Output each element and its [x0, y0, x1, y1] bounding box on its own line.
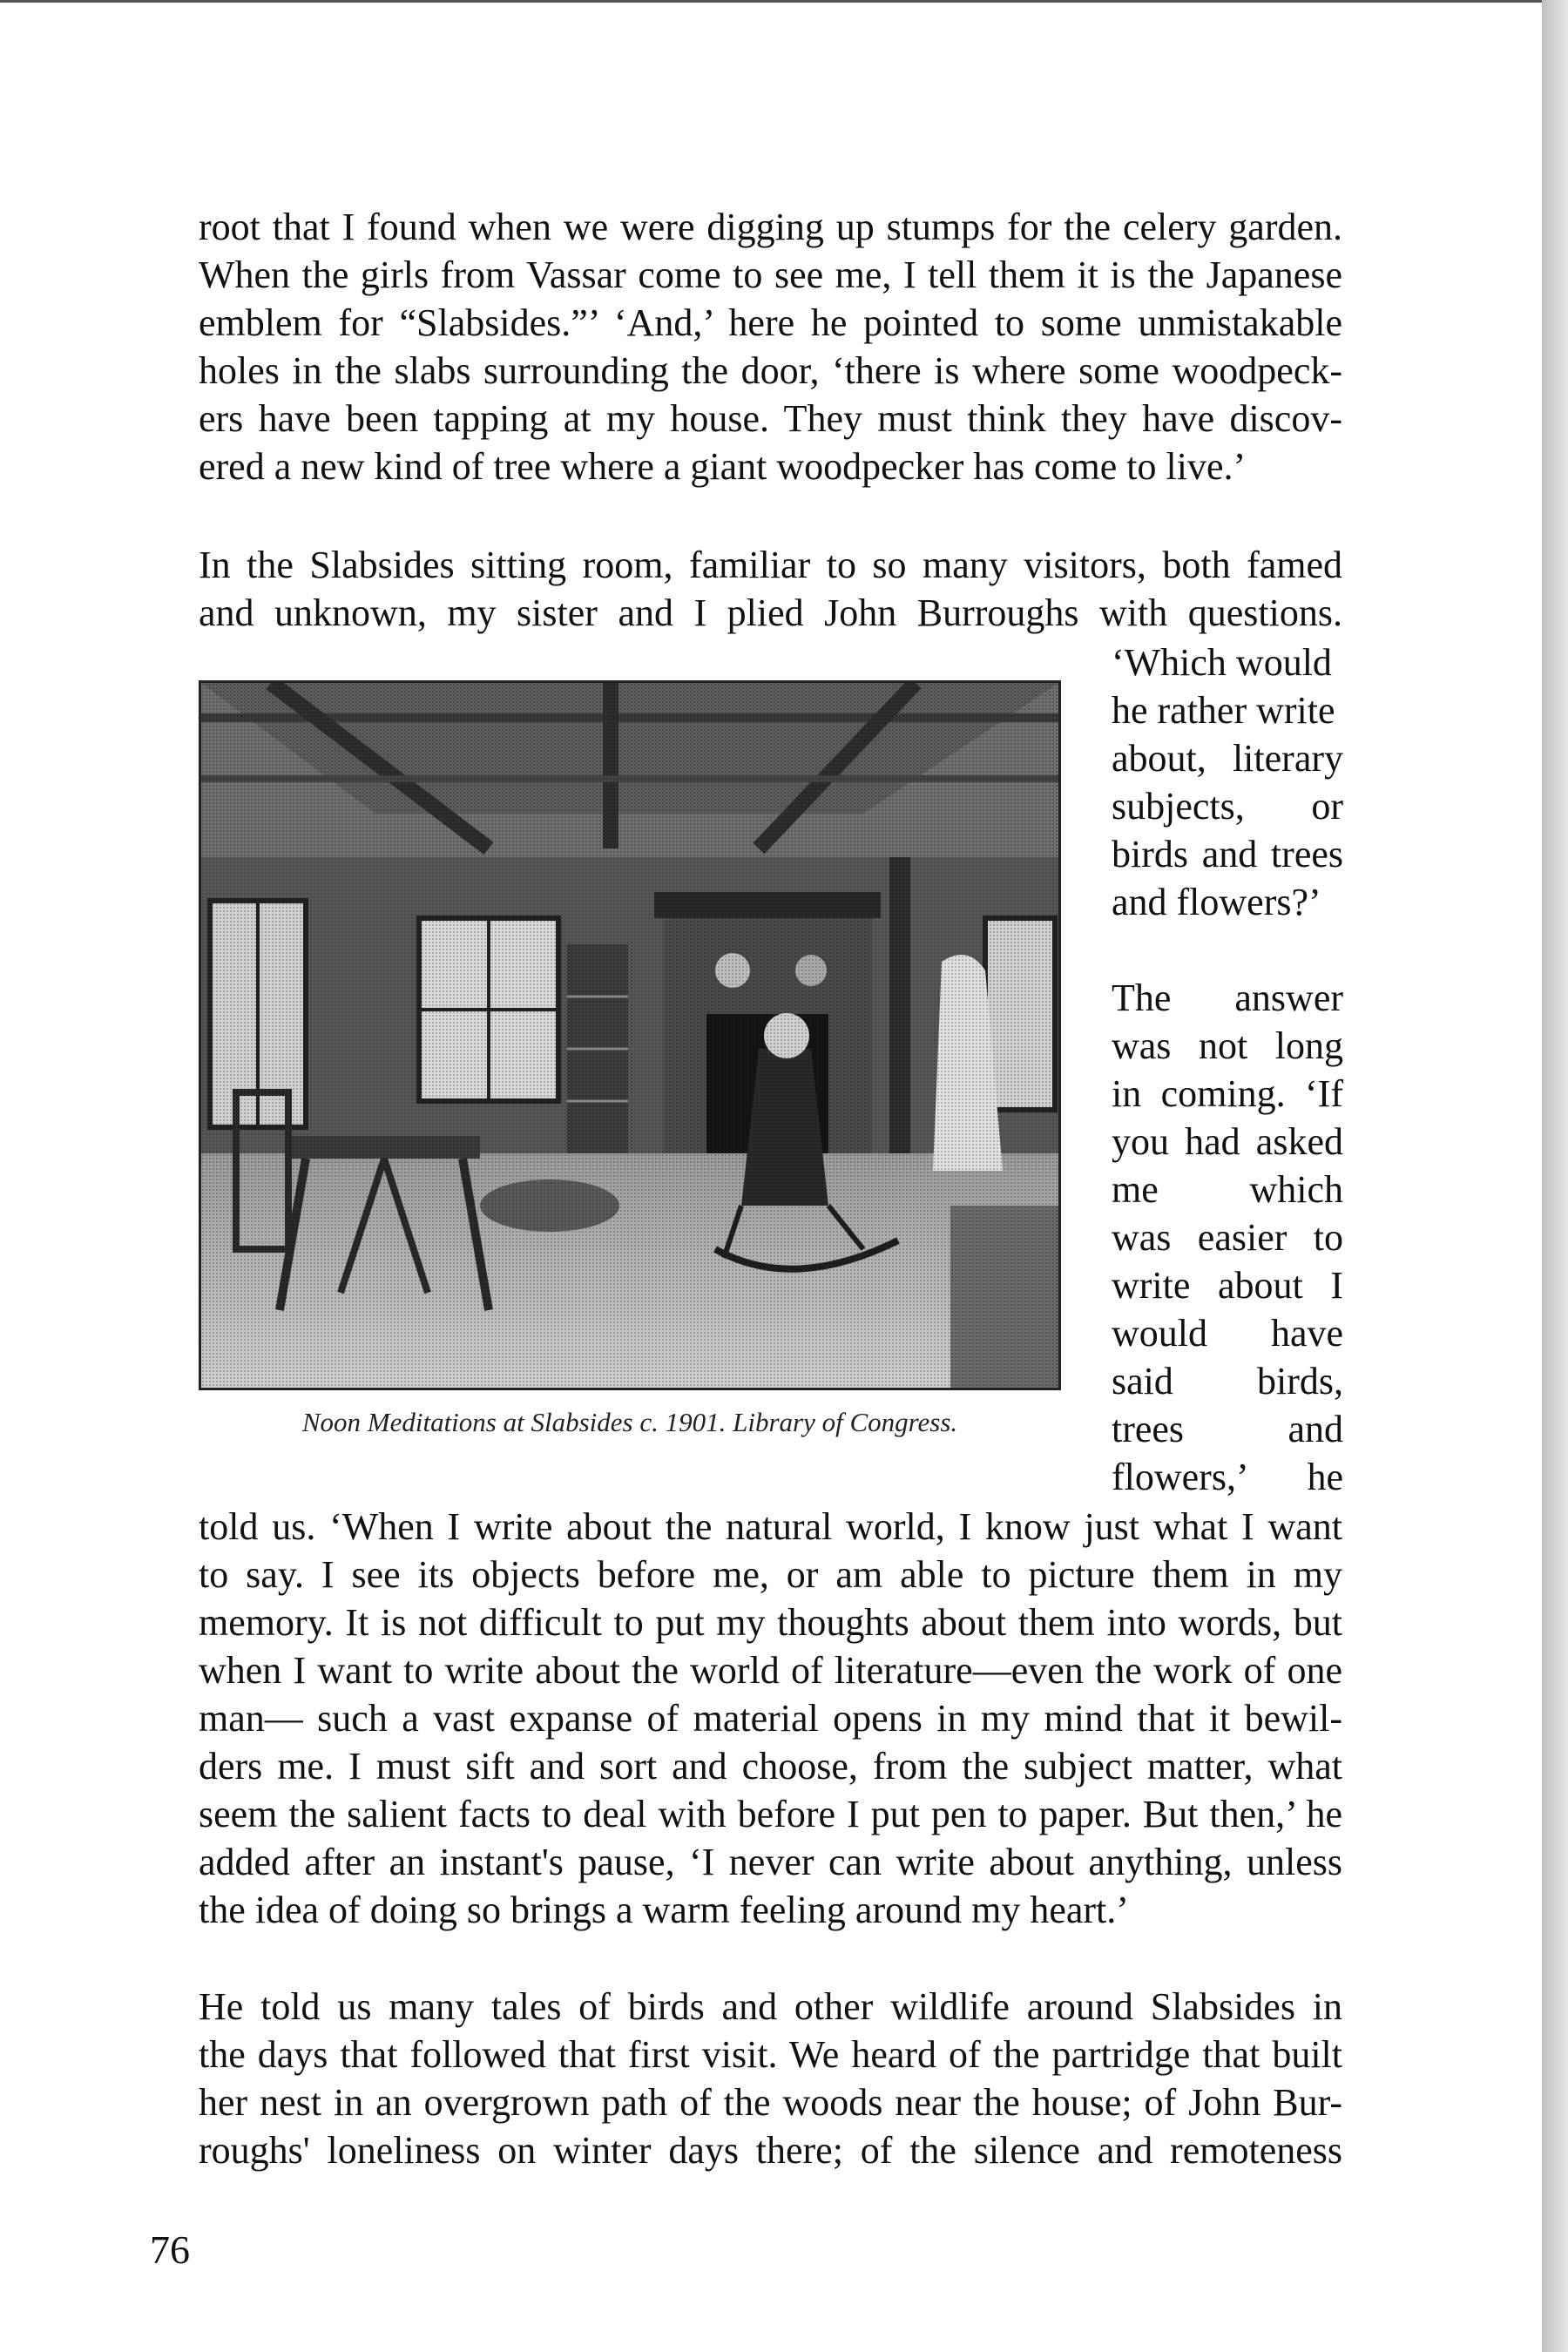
text-line: the days that followed that first visit. We heard of the partridge that built: [199, 2033, 1342, 2076]
text-line: added after an instant's pause, ‘I never can write about anything, unless: [199, 1841, 1342, 1883]
text-line: man— such a vast expanse of material opens in my mind that it bewil-: [199, 1697, 1342, 1740]
text-line: trees and: [1112, 1408, 1343, 1450]
text-line: The answer: [1112, 977, 1343, 1019]
text-line: the idea of doing so brings a warm feeling around my heart.’: [199, 1889, 1129, 1931]
text-line: emblem for “Slabsides.”’ ‘And,’ here he pointed to some unmistakable: [199, 301, 1342, 344]
cabin-interior-photo: [201, 683, 1058, 1388]
text-line: flowers,’ he: [1112, 1456, 1343, 1498]
paragraph-4: [199, 1983, 1342, 2174]
text-line: when I want to write about the world of literature—even the work of one: [199, 1649, 1342, 1692]
paragraph-gap: [1112, 926, 1343, 974]
text-line: told us. ‘When I write about the natural world, I know just what I want: [199, 1505, 1342, 1548]
text-line: ders me. I must sift and sort and choose, from the subject matter, what: [199, 1745, 1342, 1788]
text-line: ‘Which would: [1112, 641, 1332, 684]
text-line: holes in the slabs surrounding the door, ‘there is where some woodpeck-: [199, 349, 1342, 392]
text-line: He told us many tales of birds and other wildlife around Slabsides in: [199, 1985, 1342, 2028]
text-line: memory. It is not difficult to put my thoughts about them into words, but: [199, 1601, 1342, 1644]
text-line: seem the salient facts to deal with before I put pen to paper. But then,’ he: [199, 1793, 1342, 1835]
text-line: would have: [1112, 1312, 1343, 1355]
text-line: and unknown, my sister and I plied John Burroughs with questions.: [199, 591, 1342, 634]
text-line: root that I found when we were digging up stumps for the celery garden.: [199, 206, 1342, 248]
text-line: subjects, or: [1112, 785, 1343, 828]
paragraph-3: [199, 1503, 1342, 1934]
text-line: me which: [1112, 1168, 1343, 1211]
text-line: in coming. ‘If: [1112, 1072, 1343, 1115]
photograph: [199, 680, 1061, 1390]
text-line: said birds,: [1112, 1360, 1343, 1402]
page-number: 76: [150, 2227, 190, 2272]
text-line: was easier to: [1112, 1216, 1343, 1259]
text-line: write about I: [1112, 1264, 1343, 1307]
paragraph-2: [199, 541, 1342, 637]
text-line: her nest in an overgrown path of the woods near the house; of John Bur-: [199, 2081, 1342, 2124]
text-line: When the girls from Vassar come to see me, I tell them it is the Japanese: [199, 253, 1342, 296]
paragraph-1: [199, 203, 1342, 490]
text-line: you had asked: [1112, 1120, 1343, 1163]
text-line: he rather write: [1112, 689, 1335, 732]
text-line: ered a new kind of tree where a giant woodpecker has come to live.’: [199, 445, 1247, 488]
text-line: to say. I see its objects before me, or am able to picture them in my: [199, 1553, 1342, 1596]
text-line: ers have been tapping at my house. They must think they have discov-: [199, 397, 1342, 440]
text-line: was not long: [1112, 1024, 1343, 1067]
text-line: In the Slabsides sitting room, familiar to so many visitors, both famed: [199, 544, 1342, 586]
wrapped-text-column: [1112, 639, 1343, 1501]
page-edge: [1542, 0, 1568, 2352]
text-line: birds and trees: [1112, 833, 1343, 875]
text-line: roughs' loneliness on winter days there; of the silence and remoteness: [199, 2129, 1342, 2172]
text-line: and flowers?’: [1112, 881, 1321, 923]
text-line: about, literary: [1112, 737, 1343, 780]
figure-caption: Noon Meditations at Slabsides c. 1901. Library of Congress.: [301, 1407, 958, 1437]
